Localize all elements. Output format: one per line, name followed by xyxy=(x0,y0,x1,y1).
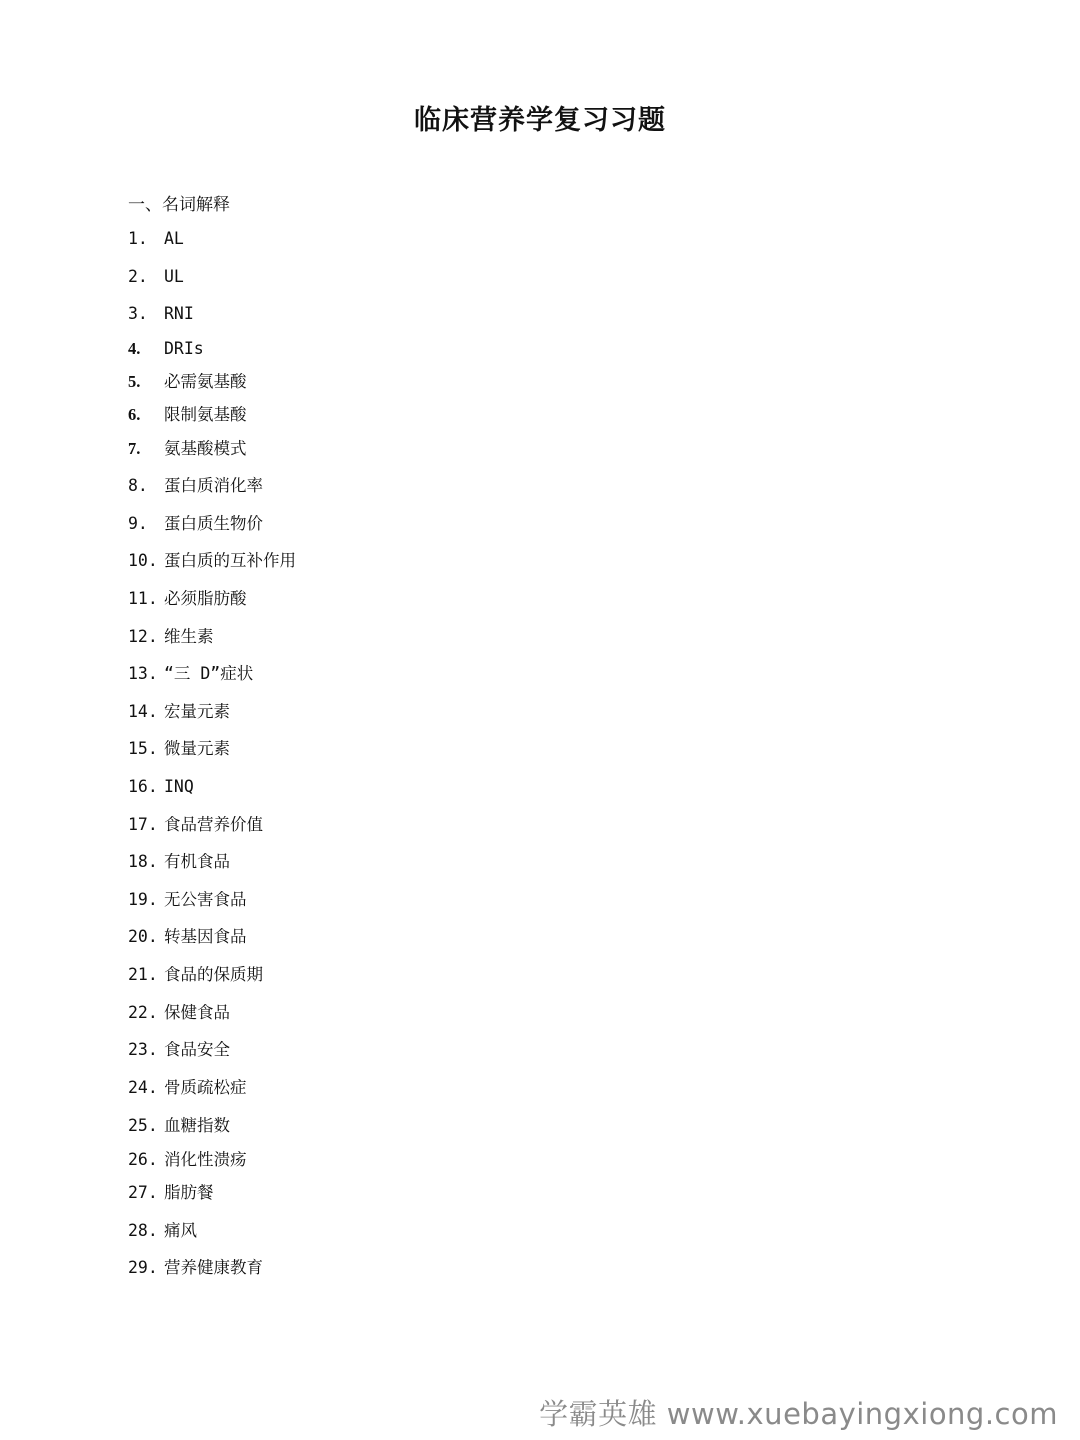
item-number: 23. xyxy=(128,1040,158,1059)
item-number: 5. xyxy=(128,372,141,391)
item-term: 限制氨基酸 xyxy=(164,405,247,424)
item-number: 17. xyxy=(128,815,158,834)
item-term: DRIs xyxy=(164,339,204,358)
item-number: 8. xyxy=(128,476,148,495)
item-term: 食品营养价值 xyxy=(164,815,263,834)
item-number: 24. xyxy=(128,1078,158,1097)
list-item xyxy=(128,1220,197,1242)
list-item xyxy=(128,228,184,250)
watermark: 学霸英雄 www.xuebayingxiong.com xyxy=(539,1397,1058,1431)
section-heading: 一、名词解释 xyxy=(128,195,230,215)
list-item xyxy=(128,926,247,948)
item-number: 19. xyxy=(128,890,158,909)
list-item xyxy=(128,513,263,535)
item-number: 6. xyxy=(128,405,141,424)
item-term: 脂肪餐 xyxy=(164,1183,214,1202)
item-number: 7. xyxy=(128,439,141,458)
list-item xyxy=(128,1077,247,1099)
list-item xyxy=(128,550,296,572)
item-term: 微量元素 xyxy=(164,739,230,758)
list-item xyxy=(128,1115,230,1137)
item-term: INQ xyxy=(164,777,194,796)
list-item xyxy=(128,663,253,685)
item-term: 必须脂肪酸 xyxy=(164,589,247,608)
item-number: 18. xyxy=(128,852,158,871)
list-item xyxy=(128,404,247,426)
list-item xyxy=(128,626,214,648)
item-term: 氨基酸模式 xyxy=(164,439,247,458)
list-item xyxy=(128,1182,214,1204)
list-item xyxy=(128,475,263,497)
item-number: 15. xyxy=(128,739,158,758)
list-item xyxy=(128,738,230,760)
list-item xyxy=(128,701,230,723)
item-number: 9. xyxy=(128,514,148,533)
item-term: 蛋白质的互补作用 xyxy=(164,551,296,570)
item-number: 22. xyxy=(128,1003,158,1022)
page-title: 临床营养学复习习题 xyxy=(414,105,666,136)
item-term: 转基因食品 xyxy=(164,927,247,946)
item-term: AL xyxy=(164,229,184,248)
item-number: 10. xyxy=(128,551,158,570)
item-number: 26. xyxy=(128,1150,158,1169)
item-term: 宏量元素 xyxy=(164,702,230,721)
list-item xyxy=(128,588,247,610)
item-number: 1. xyxy=(128,229,148,248)
item-number: 21. xyxy=(128,965,158,984)
list-item xyxy=(128,1002,230,1024)
list-item xyxy=(128,1149,247,1171)
item-term: 有机食品 xyxy=(164,852,230,871)
list-item xyxy=(128,814,263,836)
list-item xyxy=(128,1257,263,1279)
item-term: 维生素 xyxy=(164,627,214,646)
item-number: 25. xyxy=(128,1116,158,1135)
item-number: 27. xyxy=(128,1183,158,1202)
list-item xyxy=(128,438,247,460)
item-number: 4. xyxy=(128,339,141,358)
item-term: RNI xyxy=(164,304,194,323)
item-term: 蛋白质消化率 xyxy=(164,476,263,495)
item-number: 28. xyxy=(128,1221,158,1240)
item-number: 3. xyxy=(128,304,148,323)
item-term: 无公害食品 xyxy=(164,890,247,909)
item-term: “三 D”症状 xyxy=(164,664,254,683)
list-item xyxy=(128,851,230,873)
list-item xyxy=(128,266,184,288)
item-term: 蛋白质生物价 xyxy=(164,514,263,533)
item-term: 血糖指数 xyxy=(164,1116,230,1135)
item-term: 消化性溃疡 xyxy=(164,1150,247,1169)
item-term: 痛风 xyxy=(164,1221,197,1240)
item-term: 营养健康教育 xyxy=(164,1258,263,1277)
list-item xyxy=(128,889,247,911)
list-item xyxy=(128,1039,230,1061)
list-item xyxy=(128,303,194,325)
item-number: 13. xyxy=(128,664,158,683)
list-item xyxy=(128,338,204,360)
item-term: UL xyxy=(164,267,184,286)
item-term: 保健食品 xyxy=(164,1003,230,1022)
item-number: 11. xyxy=(128,589,158,608)
list-item xyxy=(128,371,247,393)
item-term: 食品的保质期 xyxy=(164,965,263,984)
item-term: 骨质疏松症 xyxy=(164,1078,247,1097)
item-term: 食品安全 xyxy=(164,1040,230,1059)
item-number: 20. xyxy=(128,927,158,946)
item-number: 14. xyxy=(128,702,158,721)
item-number: 12. xyxy=(128,627,158,646)
item-number: 29. xyxy=(128,1258,158,1277)
item-number: 16. xyxy=(128,777,158,796)
list-item xyxy=(128,776,194,798)
item-number: 2. xyxy=(128,267,148,286)
item-term: 必需氨基酸 xyxy=(164,372,247,391)
list-item xyxy=(128,964,263,986)
